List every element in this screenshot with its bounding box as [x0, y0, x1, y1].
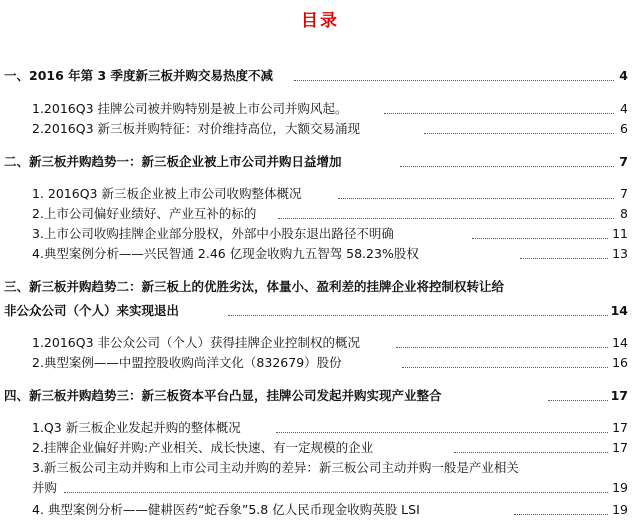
toc-entry-page: 17 [612, 420, 628, 435]
dot-leader [278, 218, 614, 219]
toc-entry-text: 四、新三板并购趋势三：新三板资本平台凸显，挂牌公司发起并购实现产业整合 [4, 388, 442, 403]
dot-leader [228, 315, 608, 316]
toc-entry-4-2[interactable] [0, 438, 640, 458]
dot-leader [64, 492, 608, 493]
toc-entry-text: 并购 [32, 480, 58, 495]
toc-entry-2-4[interactable] [0, 244, 640, 264]
dot-leader [548, 400, 608, 401]
toc-entry-text: 4. 典型案例分析——健耕医药“蛇吞象”5.8 亿人民币现金收购英股 LSI [32, 502, 420, 517]
toc-entry-page: 16 [612, 355, 628, 370]
toc-entry-page: 11 [612, 226, 628, 241]
toc-entry-page: 14 [612, 335, 628, 350]
dot-leader [384, 113, 614, 114]
toc-entry-text: 2.2016Q3 新三板并购特征：对价维持高位，大额交易涌现 [32, 121, 361, 136]
toc-title: 目录 [301, 11, 339, 31]
toc-entry-page: 7 [619, 154, 628, 169]
dot-leader [454, 452, 608, 453]
toc-entry-text: 3.上市公司收购挂牌企业部分股权，外部中小股东退出路径不明确 [32, 226, 394, 241]
toc-entry-page: 4 [619, 68, 628, 83]
toc-entry-3-1[interactable] [0, 333, 640, 353]
toc-entry-section-3[interactable] [0, 301, 640, 321]
toc-entry-text: 2.挂牌企业偏好并购:产业相关、成长快速、有一定规模的企业 [32, 440, 374, 455]
toc-entry-page: 19 [612, 502, 628, 517]
dot-leader [472, 238, 608, 239]
toc-entry-section-3-line1[interactable]: 三、新三板并购趋势二：新三板上的优胜劣汰，体量小、盈利差的挂牌企业将控制权转让给 [4, 279, 505, 294]
toc-entry-text: 2.典型案例——中盟控股收购尚洋文化（832679）股份 [32, 355, 342, 370]
toc-entry-text: 1. 2016Q3 新三板企业被上市公司收购整体概况 [32, 186, 302, 201]
toc-entry-page: 14 [610, 303, 628, 318]
toc-entry-section-2[interactable] [0, 152, 640, 172]
toc-entry-4-4[interactable] [0, 500, 640, 520]
toc-entry-text: 4.典型案例分析——兴民智通 2.46 亿现金收购九五智驾 58.23%股权 [32, 246, 419, 261]
dot-leader [396, 347, 608, 348]
toc-entry-section-1[interactable] [0, 66, 640, 86]
toc-entry-4-3-line1[interactable]: 3.新三板公司主动并购和上市公司主动并购的差异：新三板公司主动并购一般是产业相关 [32, 460, 519, 475]
toc-entry-section-4[interactable] [0, 386, 640, 406]
toc-entry-text: 2.上市公司偏好业绩好、产业互补的标的 [32, 206, 257, 221]
toc-entry-page: 4 [620, 101, 628, 116]
toc-entry-text: 1.2016Q3 非公众公司（个人）获得挂牌企业控制权的概况 [32, 335, 361, 350]
toc-entry-page: 7 [620, 186, 628, 201]
toc-entry-text: 一、2016 年第 3 季度新三板并购交易热度不减 [4, 68, 274, 83]
dot-leader [520, 258, 608, 259]
toc-entry-4-3[interactable] [0, 478, 640, 498]
toc-entry-2-3[interactable] [0, 224, 640, 244]
toc-entry-text: 1.2016Q3 挂牌公司被并购特别是被上市公司并购风起。 [32, 101, 348, 116]
toc-entry-page: 13 [612, 246, 628, 261]
toc-entry-page: 8 [620, 206, 628, 221]
toc-entry-page: 19 [612, 480, 628, 495]
toc-entry-text: 1.Q3 新三板企业发起并购的整体概况 [32, 420, 241, 435]
dot-leader [402, 367, 608, 368]
toc-entry-1-2[interactable] [0, 119, 640, 139]
toc-entry-4-1[interactable] [0, 418, 640, 438]
dot-leader [276, 432, 608, 433]
toc-entry-2-2[interactable] [0, 204, 640, 224]
dot-leader [514, 514, 608, 515]
toc-entry-page: 6 [620, 121, 628, 136]
dot-leader [294, 80, 614, 81]
toc-entry-text: 非公众公司（个人）来实现退出 [4, 303, 180, 318]
dot-leader [424, 133, 614, 134]
toc-entry-page: 17 [612, 440, 628, 455]
toc-entry-text: 二、新三板并购趋势一：新三板企业被上市公司并购日益增加 [4, 154, 342, 169]
dot-leader [400, 166, 614, 167]
toc-entry-page: 17 [610, 388, 628, 403]
toc-entry-2-1[interactable] [0, 184, 640, 204]
toc-entry-3-2[interactable] [0, 353, 640, 373]
dot-leader [338, 198, 614, 199]
toc-entry-1-1[interactable] [0, 99, 640, 119]
